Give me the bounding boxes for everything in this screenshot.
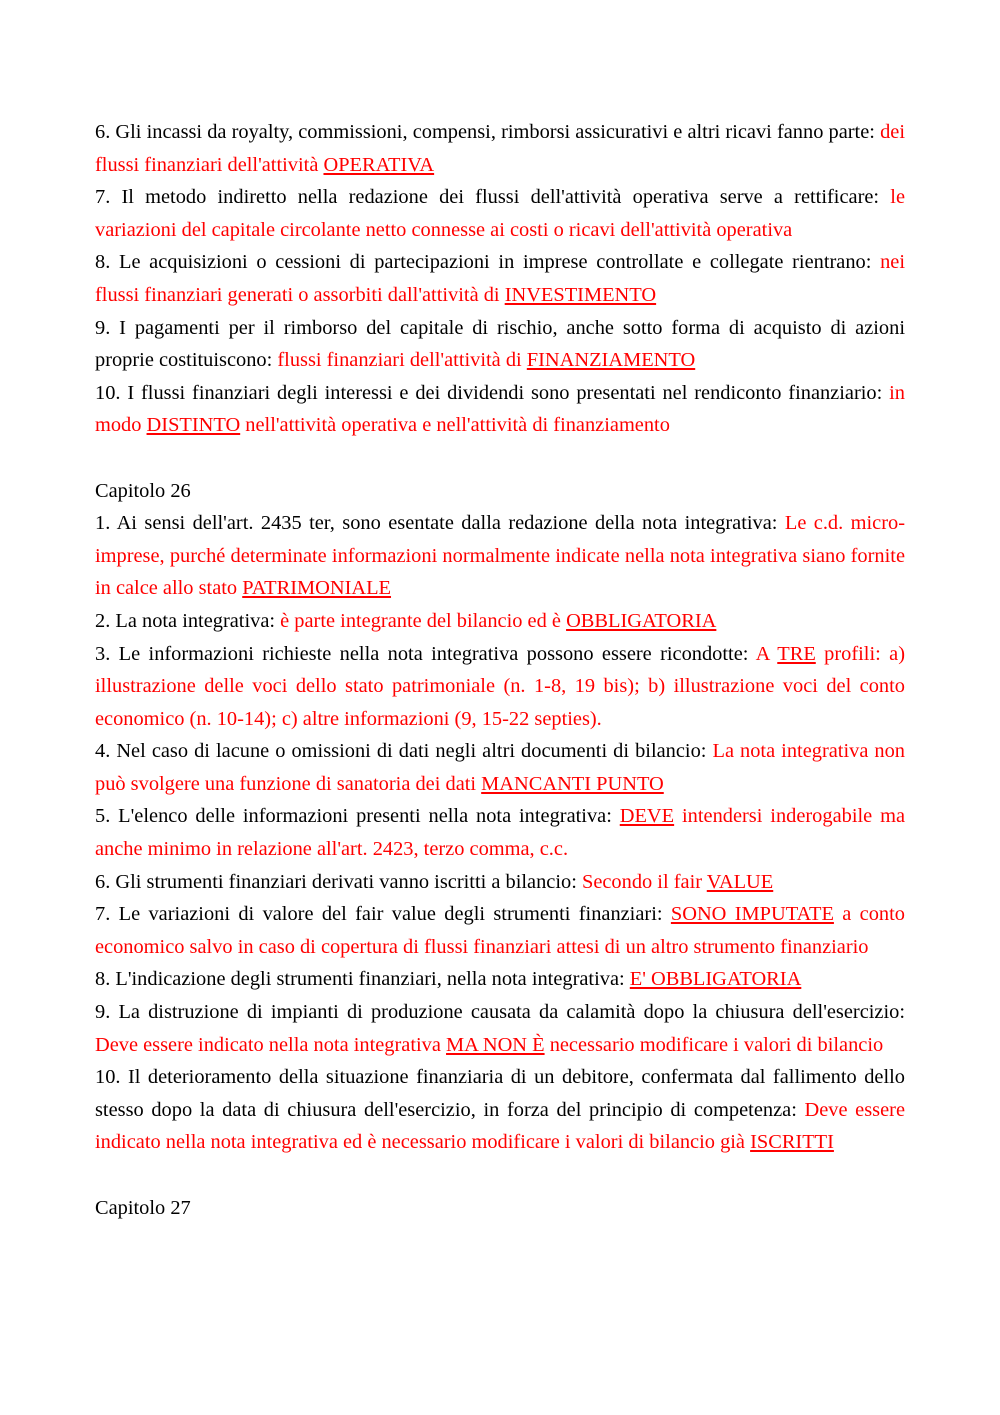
- answer-keyword: VALUE: [706, 870, 774, 893]
- question-item: [95, 638, 905, 736]
- spacer: [95, 442, 905, 475]
- question-item: [95, 735, 905, 800]
- question-text: 7. Il metodo indiretto nella redazione dei flussi dell'attività operativa serve a rettificare:: [95, 186, 891, 209]
- answer-keyword: PATRIMONIALE: [242, 577, 392, 600]
- question-text: 9. La distruzione di impianti di produzione causata da calamità dopo la chiusura dell'esercizio:: [95, 1001, 905, 1024]
- answer-text: [277, 349, 695, 371]
- question-text: 3. Le informazioni richieste nella nota integrativa possono essere ricondotte:: [95, 642, 756, 665]
- spacer: [95, 1159, 905, 1192]
- chapter-26-heading: Capitolo 26: [95, 479, 191, 502]
- answer-part: Le c.d. micro-imprese, purché determinate informazioni normalmente indicate nella nota integrativa siano fornite in calce allo stato: [95, 512, 905, 600]
- answer-part: dei flussi finanziari dell'attività: [95, 121, 905, 176]
- answer-keyword: E' OBBLIGATORIA: [629, 968, 802, 991]
- question-text: 1. Ai sensi dell'art. 2435 ter, sono esentate dalla redazione della nota integrativa:: [95, 512, 785, 535]
- answer-text: [280, 610, 716, 632]
- question-text: 7. Le variazioni di valore del fair value degli strumenti finanziari:: [95, 903, 671, 926]
- question-text: 9. I pagamenti per il rimborso del capitale di rischio, anche sotto forma di acquisto di azioni proprie costituiscono:: [95, 316, 905, 372]
- answer-part: nell'attività operativa e nell'attività di finanziamento: [240, 414, 670, 437]
- answer-text: [95, 1034, 883, 1056]
- answer-part: le variazioni del capitale circolante netto connesse ai costi o ricavi dell'attività operativa: [95, 186, 905, 241]
- question-text: 2. La nota integrativa:: [95, 609, 281, 632]
- answer-part: in modo: [95, 381, 905, 437]
- question-item: [95, 800, 905, 865]
- question-item: [95, 1061, 905, 1159]
- question-item: [95, 246, 905, 311]
- answer-part: nei flussi finanziari generati o assorbiti dall'attività di: [95, 251, 905, 306]
- answer-part: A: [755, 642, 778, 665]
- answer-keyword: DEVE: [619, 805, 675, 828]
- question-item: [95, 507, 905, 605]
- question-item: [95, 963, 905, 996]
- question-item: [95, 116, 905, 181]
- answer-part: a conto economico salvo in caso di copertura di flussi finanziari attesi di un altro strumento finanziario: [95, 903, 905, 958]
- answer-part: profili: a) illustrazione delle voci dello stato patrimoniale (n. 1-8, 19 bis); b) illustrazione voci del conto economico (n. 10-14); c) altre informazioni (9, 15-22 septies).: [95, 642, 905, 730]
- answer-keyword: MA NON È: [446, 1033, 545, 1056]
- answer-part: Secondo il fair: [581, 870, 707, 893]
- answer-part: Deve essere indicato nella nota integrativa: [95, 1033, 447, 1056]
- question-item: [95, 181, 905, 246]
- answer-part: intendersi inderogabile ma anche minimo in relazione all'art. 2423, terzo comma, c.c.: [95, 805, 905, 861]
- chapter-27-heading: Capitolo 27: [95, 1196, 191, 1219]
- answer-part: flussi finanziari dell'attività di: [277, 349, 527, 372]
- question-item: [95, 898, 905, 963]
- answer-keyword: TRE: [777, 642, 816, 665]
- chapter-25-answers: [95, 116, 905, 442]
- question-text: 10. Il deterioramento della situazione finanziaria di un debitore, confermata dal fallimento dello stesso dopo la data di chiusura dell'esercizio, in forza del principio di competenza:: [95, 1066, 905, 1121]
- question-item: [95, 866, 905, 899]
- question-text: 5. L'elenco delle informazioni presenti nella nota integrativa:: [95, 805, 620, 828]
- question-text: 8. L'indicazione degli strumenti finanziari, nella nota integrativa:: [95, 968, 630, 991]
- answer-keyword: FINANZIAMENTO: [526, 349, 696, 372]
- question-text: 6. Gli incassi da royalty, commissioni, compensi, rimborsi assicurativi e altri ricavi fanno parte:: [95, 121, 881, 143]
- answer-keyword: OBBLIGATORIA: [566, 609, 717, 632]
- chapter-26-answers: [95, 507, 905, 1159]
- question-text: 6. Gli strumenti finanziari derivati vanno iscritti a bilancio:: [95, 870, 582, 893]
- answer-keyword: ISCRITTI: [750, 1131, 834, 1154]
- question-item: [95, 377, 905, 442]
- question-item: [95, 605, 905, 638]
- question-item: [95, 312, 905, 377]
- question-text: 4. Nel caso di lacune o omissioni di dati negli altri documenti di bilancio:: [95, 740, 713, 763]
- answer-text: [582, 871, 773, 893]
- answer-part: La nota integrativa non può svolgere una funzione di sanatoria dei dati: [95, 740, 906, 795]
- answer-keyword: DISTINTO: [146, 414, 241, 437]
- answer-part: Deve essere indicato nella nota integrativa ed è necessario modificare i valori di bilancio già: [95, 1098, 905, 1154]
- answer-text: [630, 968, 802, 990]
- question-text: 8. Le acquisizioni o cessioni di partecipazioni in imprese controllate e collegate rientrano:: [95, 251, 881, 274]
- answer-keyword: MANCANTI PUNTO: [481, 772, 664, 795]
- question-item: [95, 996, 905, 1061]
- answer-part: necessario modificare i valori di bilancio: [544, 1033, 884, 1056]
- answer-part: è parte integrante del bilancio ed è: [280, 609, 567, 632]
- answer-keyword: SONO IMPUTATE: [670, 903, 834, 926]
- answer-keyword: INVESTIMENTO: [504, 283, 657, 306]
- answer-keyword: OPERATIVA: [323, 153, 435, 176]
- question-text: 10. I flussi finanziari degli interessi e dei dividendi sono presentati nel rendiconto finanziario:: [95, 381, 890, 404]
